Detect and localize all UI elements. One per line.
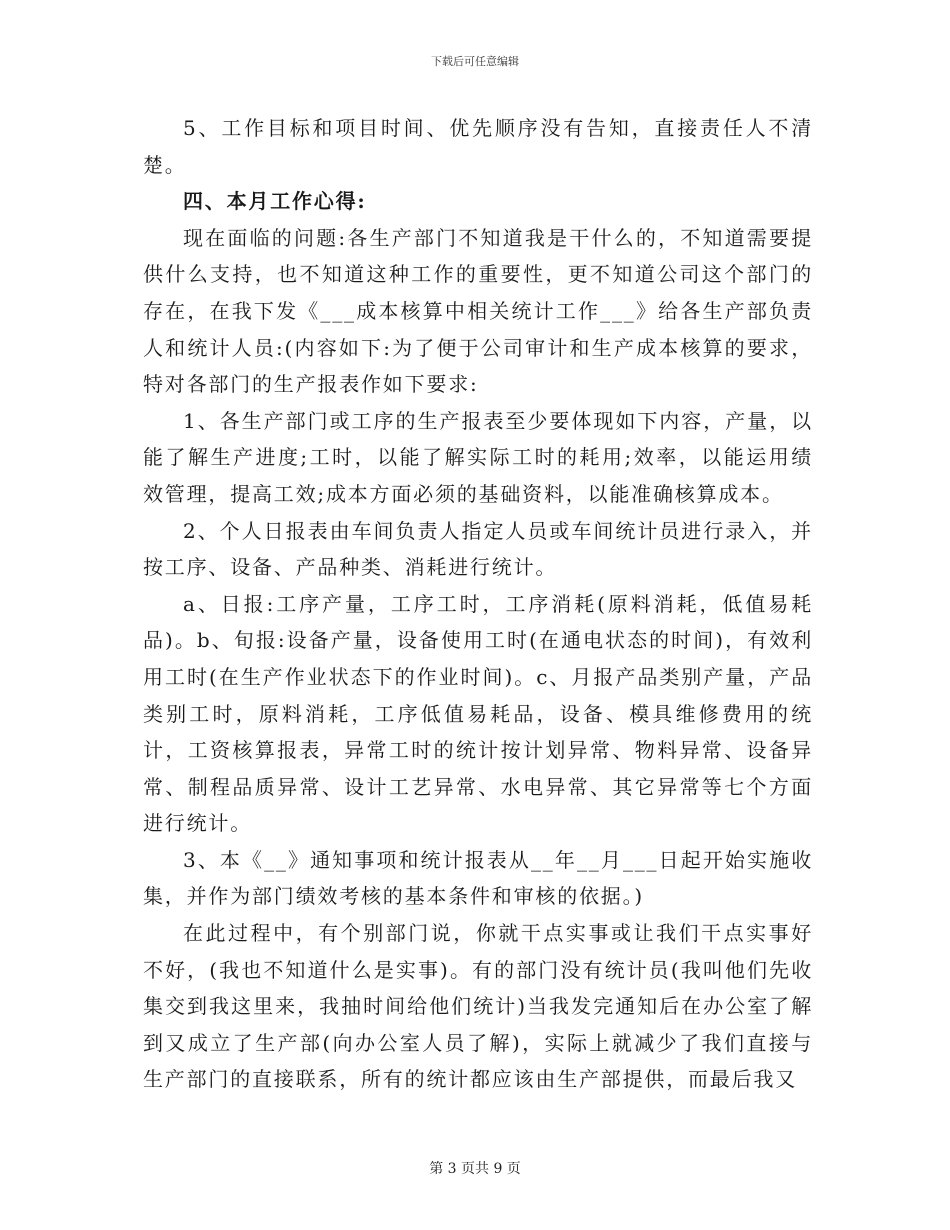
document-body xyxy=(143,110,813,1098)
paragraph-goal-issue: 5、工作目标和项目时间、优先顺序没有告知，直接责任人不清楚。 xyxy=(143,116,813,177)
page-header-note: 下载后可任意编辑 xyxy=(431,55,519,68)
paragraph-process-feedback: 在此过程中，有个别部门说，你就干点实事或让我们干点实事好不好，(我也不知道什么是实事)。有的部门没有统计员(我叫他们先收集交到我这里来，我抽时间给他们统计)当我发完通知后在办公室了解到又成立了生产部(向办公室人员了解)，实际上就减少了我们直接与生产部门的直接联系，所有的统计都应该由生产部提供，而最后我又 xyxy=(143,921,813,1092)
section-heading-monthly-insights: 四、本月工作心得: xyxy=(183,189,367,214)
paragraph-requirement-1: 1、各生产部门或工序的生产报表至少要体现如下内容，产量，以能了解生产进度;工时，以能了解实际工时的耗用;效率，以能运用绩效管理，提高工效;成本方面必须的基础资料，以能准确核算成本。 xyxy=(143,408,813,506)
page-number-footer: 第 3 页共 9 页 xyxy=(429,1161,521,1177)
paragraph-report-types: a、日报:工序产量，工序工时，工序消耗(原料消耗，低值易耗品)。b、旬报:设备产量，设备使用工时(在通电状态的时间)，有效利用工时(在生产作业状态下的作业时间)。c、月报产品类别产量，产品类别工时，原料消耗，工序低值易耗品，设备、模具维修费用的统计，工资核算报表，异常工时的统计按计划异常、物料异常、设备异常、制程品质异常、设计工艺异常、水电异常、其它异常等七个方面进行统计。 xyxy=(143,591,813,836)
paragraph-requirement-2: 2、个人日报表由车间负责人指定人员或车间统计员进行录入，并按工序、设备、产品种类、消耗进行统计。 xyxy=(143,518,813,580)
paragraph-current-problem: 现在面临的问题:各生产部门不知道我是干什么的，不知道需要提供什么支持，也不知道这种工作的重要性，更不知道公司这个部门的存在，在我下发《___成本核算中相关统计工作___》给各生产部负责人和统计人员:(内容如下:为了便于公司审计和生产成本核算的要求，特对各部门的生产报表作如下要求: xyxy=(143,225,813,397)
paragraph-requirement-3: 3、本《__》通知事项和统计报表从__年__月___日起开始实施收集，并作为部门绩效考核的基本条件和审核的依据。) xyxy=(143,847,813,909)
